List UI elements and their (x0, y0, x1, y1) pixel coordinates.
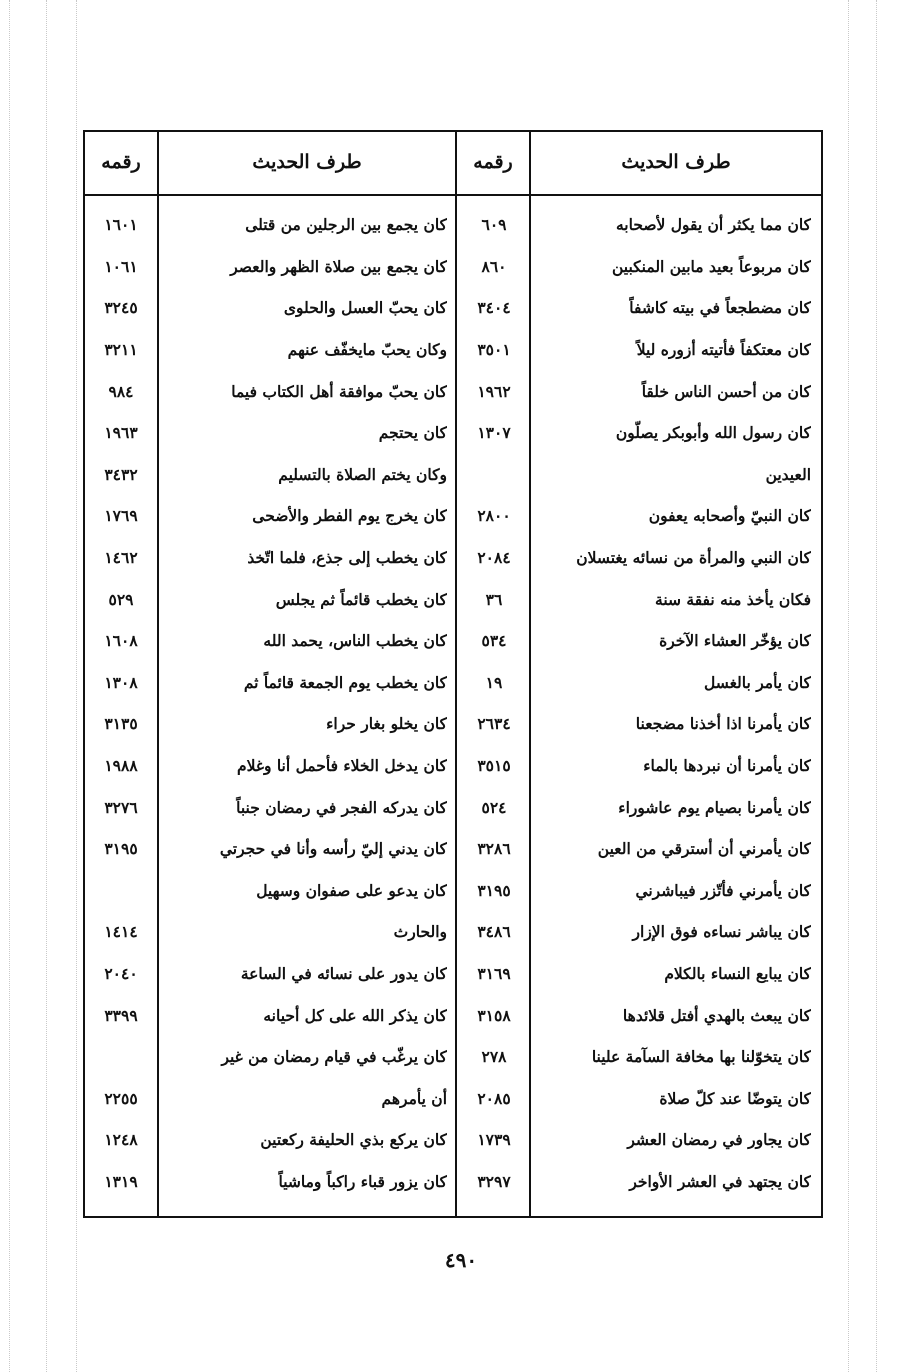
table-row (85, 495, 821, 537)
hadith-number-left: ٣٣٩٩ (104, 1005, 138, 1025)
hadith-text-right: كان معتكفاً فأتيته أزوره ليلاً (636, 340, 811, 360)
hadith-number-right: ٣١٩٥ (477, 880, 511, 900)
hadith-text-right: كان مربوعاً بعيد مابين المنكبين (611, 256, 811, 276)
hadith-text-right: كان يأمرنا بصيام يوم عاشوراء (618, 797, 811, 817)
table-row (85, 1161, 821, 1203)
header-hadith-right: طرف الحديث (621, 151, 731, 173)
table-row (85, 620, 821, 662)
hadith-number-right: ٣٤٠٤ (477, 298, 511, 318)
hadith-number-left: ١٦٠١ (104, 215, 138, 235)
hadith-number-left: ٣١٣٥ (104, 714, 138, 734)
hadith-number-right: ٢٠٨٤ (477, 548, 511, 568)
table-row (85, 370, 821, 412)
page-number: ٤٩٠ (444, 1248, 478, 1272)
hadith-number-right: ٢٦٣٤ (477, 714, 511, 734)
hadith-number-left: ١٩٦٣ (104, 423, 138, 443)
hadith-text-right: كان يبعث بالهدي أفتل قلائدها (622, 1005, 811, 1025)
hadith-text-right: كان يتوضّا عند كلّ صلاة (659, 1088, 811, 1108)
hadith-number-left: ٣٢٧٦ (104, 797, 138, 817)
hadith-number-left: ١٣٠٨ (104, 672, 138, 692)
table-row (85, 578, 821, 620)
table-row (85, 994, 821, 1036)
hadith-number-right: ٢٨٠٠ (477, 506, 511, 526)
hadith-number-left: ٣١٩٥ (104, 839, 138, 859)
hadith-text-right: كان يأمرنا اذا أخذنا مضجعنا (635, 714, 811, 734)
hadith-number-right: ٣٦ (485, 589, 503, 609)
hadith-text-right: كان يجاور في رمضان العشر (627, 1130, 811, 1150)
table-row (85, 329, 821, 371)
hadith-number-right: ٥٣٤ (481, 631, 507, 651)
hadith-text-right: كان يؤخّر العشاء الآخرة (659, 631, 811, 651)
hadith-index-table (83, 130, 823, 1218)
hadith-number-left: ١٢٤٨ (104, 1130, 138, 1150)
margin-guide (46, 0, 47, 1372)
table-row (85, 287, 821, 329)
hadith-number-left: ٣٢٤٥ (104, 298, 138, 318)
hadith-number-left: ٣٢١١ (104, 340, 138, 360)
hadith-text-right: كان يأمرنا أن نبردها بالماء (643, 756, 811, 776)
hadith-text-left: كان يزور قباء راكباً وماشياً (278, 1172, 447, 1192)
hadith-number-left: ٥٢٩ (108, 589, 134, 609)
hadith-number-right: ٣١٦٩ (477, 964, 511, 984)
hadith-number-right: ٥٢٤ (481, 797, 507, 817)
hadith-number-left (85, 1036, 157, 1078)
table-row (85, 412, 821, 454)
hadith-text-right: كان يباشر نساءه فوق الإزار (632, 922, 811, 942)
table-row (85, 953, 821, 995)
table-row (85, 870, 821, 912)
table-row (85, 662, 821, 704)
hadith-text-left: كان يجمع بين صلاة الظهر والعصر (230, 256, 447, 276)
header-hadith-left: طرف الحديث (252, 151, 362, 173)
header-divider (85, 194, 821, 196)
hadith-text-left: كان يدركه الفجر في رمضان جنباً (236, 797, 447, 817)
hadith-text-left: والحارث (393, 922, 447, 942)
margin-guide (876, 0, 877, 1372)
hadith-text-left: كان يخطب الناس، يحمد الله (263, 631, 447, 651)
hadith-text-right: كان يجتهد في العشر الأواخر (629, 1172, 811, 1192)
hadith-number-right: ٣٥٠١ (477, 340, 511, 360)
hadith-text-left: كان يدني إليّ رأسه وأنا في حجرتي (219, 839, 447, 859)
hadith-text-right: كان يتخوّلنا بها مخافة السآمة علينا (591, 1047, 811, 1067)
header-number-left: رقمه (101, 151, 141, 173)
header-number-right: رقمه (473, 151, 513, 173)
margin-guide (848, 0, 849, 1372)
hadith-number-left: ١٤٦٢ (104, 548, 138, 568)
hadith-number-left: ١٩٨٨ (104, 756, 138, 776)
table-row (85, 745, 821, 787)
hadith-text-left: كان يخطب قائماً ثم يجلس (275, 589, 447, 609)
hadith-number-right: ٦٠٩ (481, 215, 507, 235)
hadith-number-right: ١٣٠٧ (477, 423, 511, 443)
hadith-number-right: ٣٥١٥ (477, 756, 511, 776)
hadith-text-right: كان مضطجعاً في بيته كاشفاً (629, 298, 811, 318)
hadith-text-left: وكان يختم الصلاة بالتسليم (278, 464, 447, 484)
hadith-text-left: كان يجمع بين الرجلين من قتلى (245, 215, 447, 235)
hadith-text-left: كان يركع بذي الحليفة ركعتين (260, 1130, 447, 1150)
hadith-number-left: ١٧٦٩ (104, 506, 138, 526)
hadith-number-right: ٢٧٨ (481, 1047, 507, 1067)
hadith-number-left: ١٠٦١ (104, 256, 138, 276)
hadith-number-left: ١٦٠٨ (104, 631, 138, 651)
hadith-number-right (459, 454, 529, 496)
table-row (85, 786, 821, 828)
hadith-text-right: كان من أحسن الناس خلقاً (641, 381, 811, 401)
margin-guide (9, 0, 10, 1372)
hadith-text-right: كان مما يكثر أن يقول لأصحابه (615, 215, 811, 235)
hadith-number-right: ٨٦٠ (481, 256, 507, 276)
hadith-number-right: ١٩ (485, 672, 503, 692)
hadith-number-right: ٣٤٨٦ (477, 922, 511, 942)
hadith-text-left: كان يخلو بغار حراء (326, 714, 447, 734)
hadith-text-left: كان يدخل الخلاء فأحمل أنا وغلام (237, 756, 447, 776)
hadith-text-right: كان رسول الله وأبوبكر يصلّون (615, 423, 811, 443)
hadith-number-left: ٢٠٤٠ (104, 964, 138, 984)
hadith-number-right: ٣١٥٨ (477, 1005, 511, 1025)
hadith-number-left: ٣٤٣٢ (104, 464, 138, 484)
hadith-number-right: ٢٠٨٥ (477, 1088, 511, 1108)
table-row (85, 1078, 821, 1120)
table-row (85, 204, 821, 246)
hadith-number-right: ١٧٣٩ (477, 1130, 511, 1150)
hadith-number-right: ٣٢٨٦ (477, 839, 511, 859)
hadith-text-left: كان يذكر الله على كل أحيانه (263, 1005, 447, 1025)
hadith-text-left: أن يأمرهم (381, 1088, 447, 1108)
table-row (85, 454, 821, 496)
hadith-number-right: ١٩٦٢ (477, 381, 511, 401)
hadith-text-right: كان يأمر بالغسل (704, 672, 811, 692)
hadith-text-right: كان النبيّ وأصحابه يعفون (648, 506, 811, 526)
table-row (85, 828, 821, 870)
hadith-text-left: كان يدعو على صفوان وسهيل (256, 880, 447, 900)
hadith-text-left: وكان يحبّ مايخفّف عنهم (287, 340, 447, 360)
hadith-number-left: ١٣١٩ (104, 1172, 138, 1192)
table-row (85, 1119, 821, 1161)
hadith-text-left: كان يدور على نسائه في الساعة (240, 964, 447, 984)
hadith-text-right: العيدين (765, 464, 811, 484)
hadith-text-left: كان يخطب إلى جذع، فلما اتّخذ (247, 548, 447, 568)
hadith-text-left: كان يخرج يوم الفطر والأضحى (252, 506, 447, 526)
hadith-number-right: ٣٢٩٧ (477, 1172, 511, 1192)
hadith-number-left (85, 870, 157, 912)
hadith-text-left: كان يحبّ العسل والحلوى (283, 298, 447, 318)
hadith-text-left: كان يحبّ موافقة أهل الكتاب فيما (231, 381, 447, 401)
hadith-text-right: فكان يأخذ منه نفقة سنة (655, 589, 811, 609)
hadith-text-right: كان يبايع النساء بالكلام (664, 964, 811, 984)
table-row (85, 703, 821, 745)
hadith-text-left: كان يخطب يوم الجمعة قائماً ثم (243, 672, 447, 692)
hadith-text-right: كان يأمرني أن أسترقي من العين (597, 839, 811, 859)
hadith-text-right: كان النبي والمرأة من نسائه يغتسلان (576, 548, 811, 568)
table-row (85, 246, 821, 288)
hadith-text-right: كان يأمرني فأتّزر فيباشرني (635, 880, 811, 900)
table-row (85, 1036, 821, 1078)
table-row (85, 911, 821, 953)
hadith-number-left: ١٤١٤ (104, 922, 138, 942)
hadith-text-left: كان يرغّب في قيام رمضان من غير (221, 1047, 447, 1067)
hadith-number-left: ٩٨٤ (108, 381, 134, 401)
margin-guide (76, 0, 77, 1372)
hadith-text-left: كان يحتجم (378, 423, 447, 443)
hadith-number-left: ٢٢٥٥ (104, 1088, 138, 1108)
table-row (85, 537, 821, 579)
